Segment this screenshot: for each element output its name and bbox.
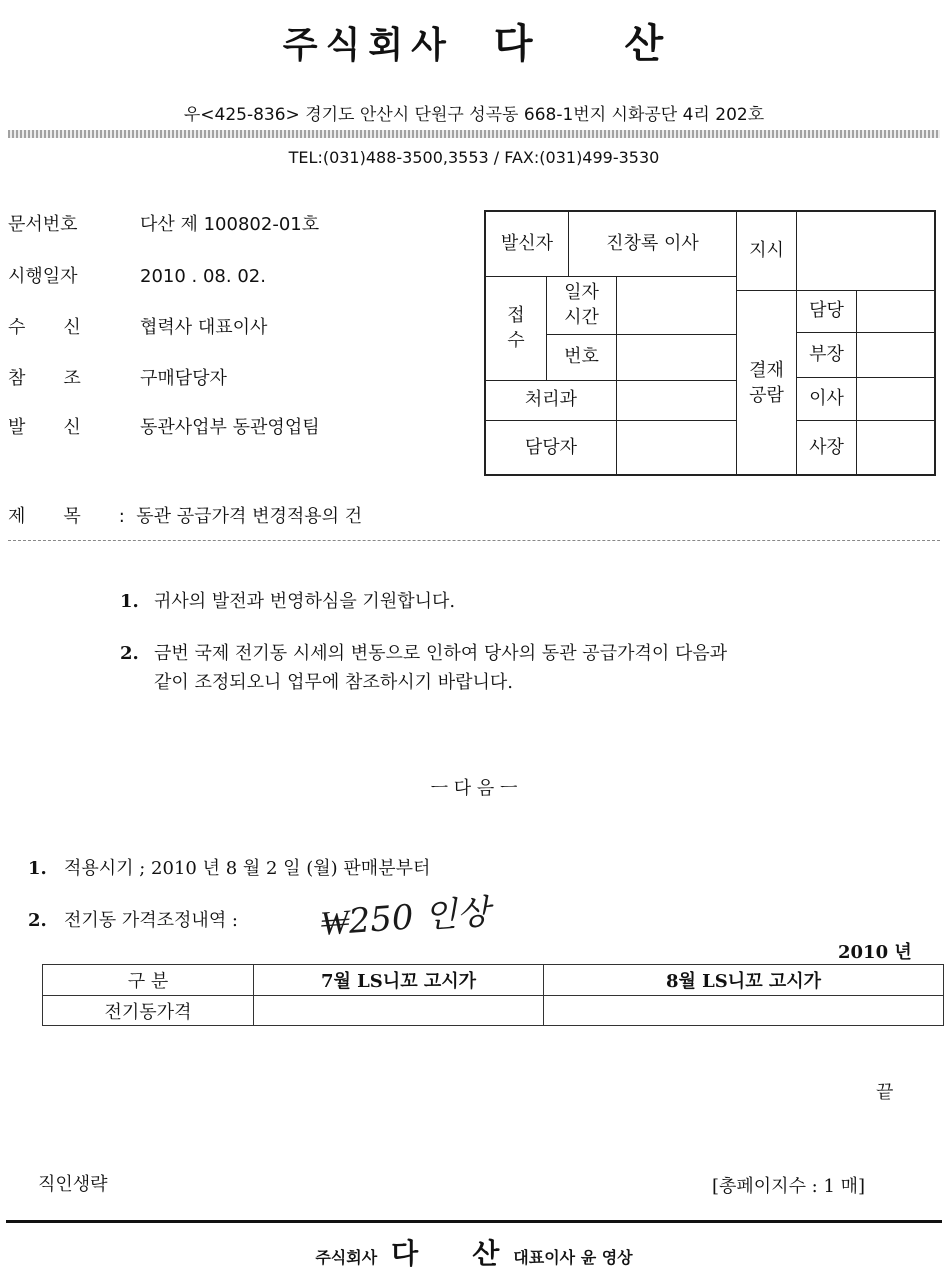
company-name-2: 산 bbox=[624, 21, 666, 67]
footer bbox=[0, 1232, 948, 1272]
receipt-label: 접 수 bbox=[507, 305, 525, 351]
doc-number-row bbox=[8, 210, 319, 236]
footer-ceo: 대표이사 윤 영상 bbox=[513, 1248, 633, 1267]
sender-label: 발신 bbox=[8, 417, 119, 438]
body-paragraph-1: 1. 귀사의 발전과 번영하심을 기원합니다. bbox=[120, 591, 456, 612]
reference-value: 구매담당자 bbox=[140, 368, 227, 389]
daeum-heading: ㅡ 다 음 ㅡ bbox=[430, 778, 518, 799]
sender-value: 동관사업부 동관영업팀 bbox=[140, 417, 320, 438]
doc-number-label: 문서번호 bbox=[8, 214, 78, 235]
apply-date-item: 1. 적용시기 ; 2010 년 8 월 2 일 (월) 판매분부터 bbox=[28, 858, 431, 879]
company-contact: TEL:(031)488-3500,3553 / FAX:(031)499-3530 bbox=[288, 148, 660, 167]
body-paragraph-2: 2. 금번 국제 전기동 시세의 변동으로 인하여 당사의 동관 공급가격이 다음과 같이 조정되오니 업무에 참조하시기 바랍니다. bbox=[120, 643, 728, 693]
date-value: 2010 . 08. 02. bbox=[140, 266, 266, 287]
handwritten-note: ₩250 인상 bbox=[319, 892, 492, 944]
number-label: 번호 bbox=[564, 346, 599, 368]
subject-label: 제목 bbox=[8, 506, 119, 527]
reference-label: 참조 bbox=[8, 368, 119, 389]
date-row bbox=[8, 262, 266, 288]
table-header-july: 7월 LS니꼬 고시가 bbox=[320, 971, 477, 992]
date-label: 시행일자 bbox=[8, 266, 78, 287]
header-divider bbox=[8, 130, 940, 138]
subject-text: 동관 공급가격 변경적용의 건 bbox=[136, 506, 363, 527]
table-header-category: 구 분 bbox=[127, 971, 169, 992]
sign-label: 결재 공람 bbox=[749, 360, 784, 406]
person-label: 담당자 bbox=[524, 437, 578, 459]
table-header-august: 8월 LS니꼬 고시가 bbox=[665, 971, 822, 992]
table-row-label: 전기동가격 bbox=[104, 1001, 192, 1023]
approval-sender-label: 발신자 bbox=[500, 232, 554, 254]
footer-divider bbox=[6, 1220, 942, 1223]
role-director: 이사 bbox=[809, 387, 844, 409]
price-adjust-item: 2. 전기동 가격조정내역 : bbox=[28, 910, 238, 931]
company-name-1: 다 bbox=[493, 21, 535, 67]
recipient-row bbox=[8, 313, 267, 339]
subject-row: 제목: 동관 공급가격 변경적용의 건 bbox=[8, 506, 363, 527]
footer-name-2: 산 bbox=[472, 1237, 500, 1270]
end-mark: 끝 bbox=[876, 1082, 894, 1103]
recipient-value: 협력사 대표이사 bbox=[140, 317, 268, 338]
role-president: 사장 bbox=[809, 437, 844, 459]
role-manager: 부장 bbox=[809, 343, 844, 365]
recipient-label: 수신 bbox=[8, 317, 119, 338]
doc-number-value: 다산 제 100802-01호 bbox=[140, 214, 320, 235]
total-pages: [총페이지수 : 1 매] bbox=[712, 1176, 866, 1197]
role-staff: 담당 bbox=[809, 300, 844, 322]
reference-row bbox=[8, 364, 227, 390]
sender-row bbox=[8, 413, 320, 439]
company-address: 우<425-836> 경기도 안산시 단원구 성곡동 668-1번지 시화공단 4리 202호 bbox=[183, 105, 765, 125]
table-year: 2010 년 bbox=[838, 942, 912, 963]
approval-table bbox=[484, 210, 936, 476]
price-table bbox=[42, 964, 944, 1026]
footer-name-1: 다 bbox=[391, 1237, 419, 1270]
seal-omitted: 직인생략 bbox=[38, 1174, 108, 1195]
approval-sender-name: 진창록 이사 bbox=[606, 232, 699, 254]
footer-prefix: 주식회사 bbox=[315, 1248, 378, 1267]
company-prefix: 주식회사 bbox=[282, 25, 454, 66]
subject-divider bbox=[8, 540, 940, 541]
dept-label: 처리과 bbox=[524, 389, 578, 411]
datetime-label: 일자 시간 bbox=[564, 282, 599, 328]
directive-label: 지시 bbox=[749, 239, 784, 261]
company-title bbox=[0, 12, 948, 69]
